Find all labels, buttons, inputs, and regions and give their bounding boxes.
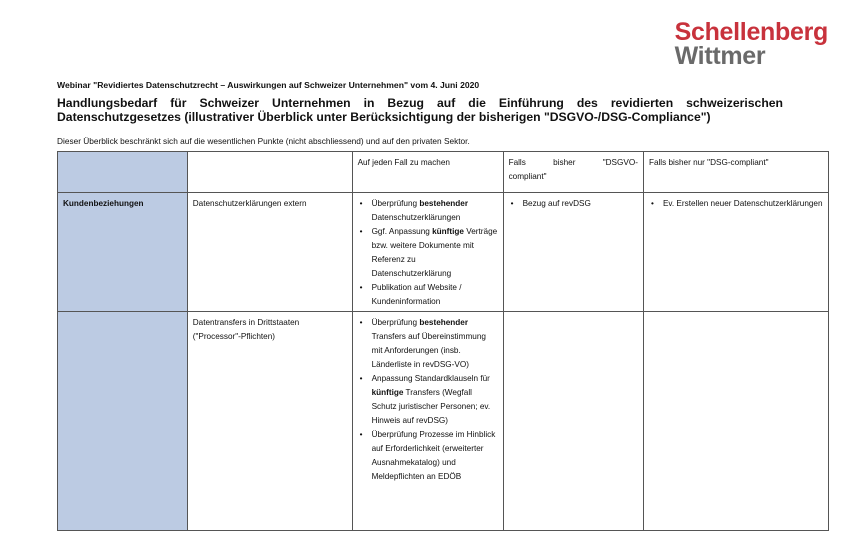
must-do-cell bbox=[352, 312, 503, 531]
list-item: • Ev. Erstellen neuer Datenschutzerklärungen bbox=[663, 197, 823, 211]
company-logo bbox=[675, 20, 828, 68]
dsg-cell bbox=[643, 312, 828, 531]
list-item: • Publikation auf Website / Kundeninformation bbox=[372, 281, 498, 309]
topic-cell: Datentransfers in Drittstaaten ("Processor"-Pflichten) bbox=[187, 312, 352, 531]
list-item: • Bezug auf revDSG bbox=[523, 197, 638, 211]
list-item: • Ggf. Anpassung künftige Verträge bzw. weitere Dokumente mit Referenz zu Datenschutzerklärung bbox=[372, 225, 498, 281]
dsg-cell bbox=[643, 193, 828, 312]
list-item: • Überprüfung Prozesse im Hinblick auf Erforderlichkeit (erweiterter Ausnahmekatalog) und Meldepflichten an EDÖB bbox=[372, 428, 498, 484]
table-header-row bbox=[58, 152, 829, 193]
header-category-cell bbox=[58, 152, 188, 193]
list-item: • Überprüfung bestehender Datenschutzerklärungen bbox=[372, 197, 498, 225]
header-gdpr-line-1: Falls bisher "DSGVO- bbox=[508, 158, 638, 167]
header-if-dsg-compliant: Falls bisher nur "DSG-compliant" bbox=[643, 152, 828, 193]
action-table bbox=[57, 151, 829, 531]
logo-line-2: Wittmer bbox=[674, 42, 766, 70]
logo-line-1: Schellenberg bbox=[674, 18, 828, 46]
list-item: • Überprüfung bestehender Transfers auf Übereinstimmung mit Anforderungen (insb. Länderliste in revDSG-VO) bbox=[372, 316, 498, 372]
header-must-do: Auf jeden Fall zu machen bbox=[352, 152, 503, 193]
title-line-2: Datenschutzgesetzes (illustrativer Überblick unter Berücksichtigung der bisherigen "DSGVO-/DSG-Compliance") bbox=[57, 110, 711, 124]
webinar-title: Webinar "Revidiertes Datenschutzrecht – Auswirkungen auf Schweizer Unternehmen" vom 4. Juni 2020 bbox=[57, 80, 480, 90]
gdpr-cell bbox=[503, 312, 643, 531]
header-topic-cell bbox=[187, 152, 352, 193]
topic-cell: Datenschutzerklärungen extern bbox=[187, 193, 352, 312]
intro-text: Dieser Überblick beschränkt sich auf die wesentlichen Punkte (nicht abschliessend) und auf den privaten Sektor. bbox=[57, 136, 470, 146]
category-cell: Kundenbeziehungen bbox=[58, 193, 188, 312]
table-row bbox=[58, 312, 829, 531]
table-row bbox=[58, 193, 829, 312]
document-title bbox=[57, 96, 783, 124]
title-line-1: Handlungsbedarf für Schweizer Unternehmen in Bezug auf die Einführung des revidierten schweizerischen bbox=[57, 96, 783, 110]
gdpr-cell bbox=[503, 193, 643, 312]
list-item: • Anpassung Standardklauseln für künftige Transfers (Wegfall Schutz juristischer Personen; ev. Hinweis auf revDSG) bbox=[372, 372, 498, 428]
must-do-cell bbox=[352, 193, 503, 312]
category-cell bbox=[58, 312, 188, 531]
header-gdpr-line-2: compliant" bbox=[508, 172, 547, 181]
header-if-gdpr-compliant bbox=[503, 152, 643, 193]
